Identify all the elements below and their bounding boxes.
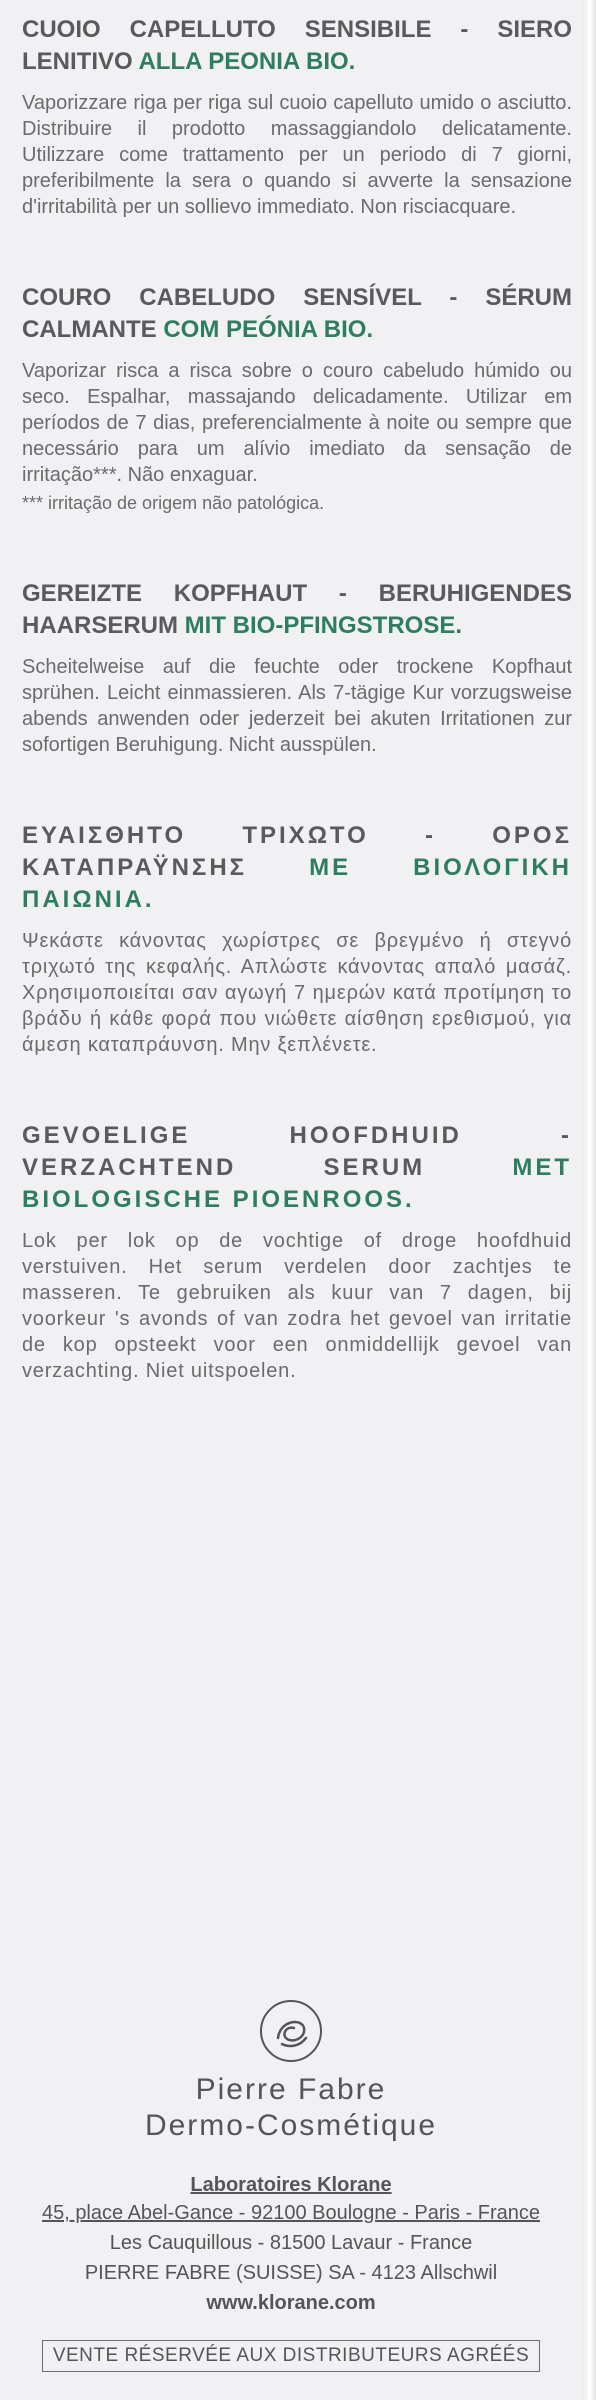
heading-accent-text: MIT BIO-PFINGSTROSE. bbox=[184, 612, 463, 639]
heading-accent-text: ALLA PEONIA BIO. bbox=[138, 48, 356, 75]
heading-accent-text: ΜΕ ΒΙΟΛΟΓΙΚΗ ΠΑΙΩΝΙΑ. bbox=[22, 854, 572, 913]
section-footnote: *** irritação de origem não patológica. bbox=[22, 493, 325, 513]
section-dutch bbox=[22, 1120, 572, 1384]
heading-main-text: GEVOELIGE HOOFDHUID - VERZACHTEND SERUM bbox=[22, 1122, 572, 1181]
website-link[interactable]: www.klorane.com bbox=[206, 2292, 376, 2314]
package-edge bbox=[582, 0, 596, 2400]
pierre-fabre-logo-icon bbox=[258, 1998, 324, 2064]
manufacturer-footer bbox=[0, 1998, 582, 2372]
address-line: PIERRE FABRE (SUISSE) SA - 4123 Allschwil bbox=[84, 2262, 498, 2284]
section-body: Scheitelweise auf die feuchte oder trockene Kopfhaut sprühen. Leicht einmassieren. Als 7-tägige Kur vorzugsweise abends anwenden oder jederzeit bei akuten Irritationen zur sofortigen Beruhigung. Nicht ausspülen. bbox=[22, 656, 572, 756]
section-body: Lok per lok op de vochtige of droge hoofdhuid verstuiven. Het serum verdelen door zachtjes te masseren. Te gebruiken als kuur van 7 dagen, bij voorkeur 's avonds of van zodra het gevoel van irritatie de kop opsteekt voor een onmiddellijk gevoel van verzachting. Niet uitspoelen. bbox=[22, 1230, 572, 1382]
section-heading bbox=[22, 282, 572, 346]
heading-accent-text: COM PEÓNIA BIO. bbox=[163, 316, 374, 343]
sale-restriction-notice: VENTE RÉSERVÉE AUX DISTRIBUTEURS AGRÉÉS bbox=[42, 2340, 540, 2372]
section-heading bbox=[22, 1120, 572, 1216]
brand-name: Pierre Fabre bbox=[195, 2073, 387, 2106]
brand-subtitle: Dermo-Cosmétique bbox=[144, 2109, 438, 2142]
heading-main-text: GEREIZTE KOPFHAUT - BERUHIGENDES HAARSERUM bbox=[22, 580, 572, 639]
section-heading bbox=[22, 14, 572, 78]
section-body: Vaporizar risca a risca sobre o couro cabeludo húmido ou seco. Espalhar, massajando delicadamente. Utilizar em períodos de 7 dias, preferencialmente à noite ou sempre que necessário para um alívio imediato da sensação de irritação***. Não enxaguar. bbox=[22, 360, 572, 486]
laboratory-name: Laboratoires Klorane bbox=[190, 2174, 392, 2196]
heading-main-text: CUOIO CAPELLUTO SENSIBILE - SIERO LENITIVO bbox=[22, 16, 572, 75]
address-line: 45, place Abel-Gance - 92100 Boulogne - Paris - France bbox=[41, 2202, 541, 2224]
section-german bbox=[22, 578, 572, 758]
address-line: Les Cauquillous - 81500 Lavaur - France bbox=[109, 2232, 473, 2254]
instructions-content bbox=[22, 14, 572, 1446]
heading-accent-text: MET BIOLOGISCHE PIOENROOS. bbox=[22, 1154, 572, 1213]
section-greek bbox=[22, 820, 572, 1058]
section-body: Ψεκάστε κάνοντας χωρίστρες σε βρεγμένο ή στεγνό τριχωτό της κεφαλής. Απλώστε κάνοντας απαλό μασάζ. Χρησιμοποιείται σαν αγωγή 7 ημερών κατά προτίμηση το βράδυ ή κάθε φορά που νιώθετε αίσθηση ερεθισμού, για άμεση καταπράυνση. Μην ξεπλένετε. bbox=[22, 930, 572, 1056]
section-body: Vaporizzare riga per riga sul cuoio capelluto umido o asciutto. Distribuire il prodotto massaggiandolo delicatamente. Utilizzare come trattamento per un periodo di 7 giorni, preferibilmente la sera o quando si avverte la sensazione d'irritabilità per un sollievo immediato. Non risciacquare. bbox=[22, 92, 572, 218]
heading-main-text: ΕΥΑΙΣΘΗΤΟ ΤΡΙΧΩΤΟ - ΟΡΟΣ ΚΑΤΑΠΡΑΫΝΣΗΣ bbox=[22, 822, 572, 881]
section-portuguese bbox=[22, 282, 572, 516]
section-heading bbox=[22, 820, 572, 916]
section-heading bbox=[22, 578, 572, 642]
section-italian bbox=[22, 14, 572, 220]
heading-main-text: COURO CABELUDO SENSÍVEL - SÉRUM CALMANTE bbox=[22, 284, 572, 343]
